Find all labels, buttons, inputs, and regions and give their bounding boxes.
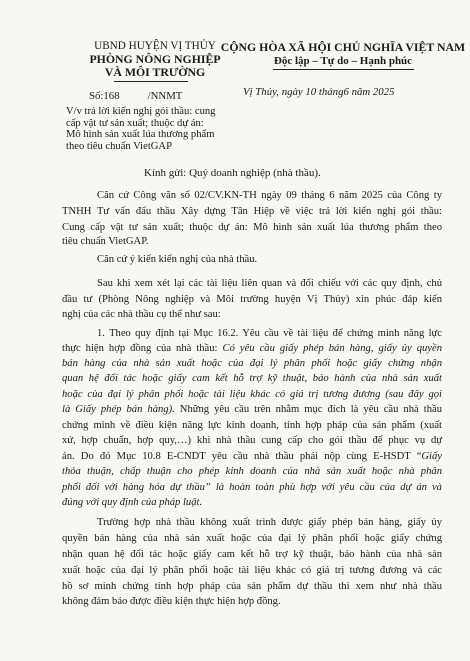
- para4-line: quan hệ đối tác hoặc giấy cam kết hỗ trợ kỹ thuật, bảo hành của nhà sản xuất: [62, 373, 442, 384]
- para5-line: không đảm bảo được điều kiện thực hiện hợp đồng.: [62, 596, 281, 607]
- para2: Căn cứ ý kiến kiến nghị của nhà thầu.: [97, 254, 258, 265]
- para4-line: thỏa thuận, chấp thuận cho phép kinh doanh của nhà sản xuất hoặc nhà phân: [62, 466, 442, 477]
- subject-line: cấp vật tư sản xuất; thuộc dự án:: [66, 117, 204, 129]
- para1-line: Căn cứ Công văn số 02/CV.KN-TH ngày 09 tháng 6 năm 2025 của Công ty: [97, 190, 442, 201]
- para4-text-italic: Có yêu cầu giấy phép bán hàng, giấy ủy quyền: [222, 343, 442, 354]
- para4-line: [62, 449, 442, 464]
- para5-line: xuất hoặc của đại lý phân phối hoặc tài liệu khác có giá trị tương đương và các: [62, 565, 442, 576]
- para5-line: nhận quan hệ đối tác hoặc giấy cam kết hỗ trợ kỹ thuật, bảo hành của nhà sản: [62, 549, 442, 560]
- agency-name: UBND HUYỆN VỊ THỦY: [94, 40, 216, 52]
- para4-line: [62, 341, 442, 356]
- subject-line: Mô hình sản xuất lúa thương phẩm: [66, 129, 215, 141]
- subject-block: [66, 106, 215, 152]
- para3-line: Sau khi xem xét lại các tài liệu liên quan và đối chiếu với các quy định, chủ: [97, 278, 442, 289]
- para4-line: hoặc của đại lý phân phối hoặc tài liệu khác có giá trị tương đương (sau đây gọi: [62, 389, 442, 400]
- para5-line: Trường hợp nhà thầu không xuất trình được giấy phép bán hàng, giấy ủy: [97, 517, 442, 528]
- header-right-underline: [273, 69, 414, 70]
- country-name: CỘNG HÒA XÃ HỘI CHỦ NGHĨA VIỆT NAM: [220, 40, 466, 54]
- para4-line: đúng với quy định của pháp luật.: [62, 497, 203, 508]
- para4-line: xứ, hợp chuẩn, hợp quy,…) khi nhà thầu cung cấp cho gói thầu để phục vụ dự: [62, 435, 442, 446]
- para1-line: Cung cấp vật tư sản xuất; thuộc dự án: Mô hình sản xuất lúa thương phẩm theo: [62, 222, 442, 233]
- subject-line: theo tiêu chuẩn VietGAP: [66, 140, 172, 152]
- document-date: Vị Thủy, ngày 10 tháng6 năm 2025: [243, 86, 395, 98]
- para4-text-normal: ” là hoàn toàn phù hợp với yêu cầu của dự án và: [204, 482, 442, 493]
- subject-line: V/v trả lời kiến nghị gói thầu: cung: [66, 106, 216, 117]
- greeting: Kính gửi: Quý doanh nghiệp (nhà thầu).: [144, 167, 321, 179]
- para4-text-normal: Những yêu cầu trên nhằm mục đích là yêu cầu nhà thầu: [174, 404, 442, 415]
- para3-line: đầu tư (Phòng Nông nghiệp và Môi trường huyện Vị Thủy) xin phúc đáp kiến: [62, 294, 442, 305]
- para4-text-italic: phối đối với hàng hóa dự thầu: [62, 482, 205, 493]
- national-motto: Độc lập – Tự do – Hạnh phúc: [273, 55, 413, 67]
- para4-text-normal: án. Do đó Mục 10.8 E-CNDT yêu cầu nhà thầu phải nộp cùng E-HSDT “: [62, 451, 422, 462]
- department-line-2: VÀ MÔI TRƯỜNG: [104, 65, 206, 79]
- document-number-prefix: Số:168: [89, 90, 120, 102]
- para3-line: nghị của các nhà thầu cụ thể như sau:: [62, 309, 221, 320]
- para1-line: TNHH Tư vấn đấu thầu Xây dựng Tân Hiệp về việc trả lời kiến nghị gói thầu:: [62, 206, 442, 217]
- para4-text-normal: thực hiện hợp đồng của nhà thầu:: [62, 343, 223, 354]
- para4-line: [62, 480, 442, 495]
- document-number: [89, 90, 182, 102]
- document-number-suffix: /NNMT: [147, 90, 183, 102]
- para4-line: chứng minh về điều kiện năng lực kinh doanh, tính hợp pháp của sản phẩm (xuất: [62, 420, 442, 431]
- para4-text-italic: là Giấy phép bán hàng).: [62, 404, 175, 415]
- para4-line: 1. Theo quy định tại Mục 16.2. Yêu cầu về tài liệu để chứng minh năng lực: [97, 328, 442, 339]
- department-line-1: PHÒNG NÔNG NGHIỆP: [89, 52, 221, 66]
- para5-line: quyền bán hàng của nhà sản xuất hoặc của đại lý phân phối hoặc giấy chứng: [62, 533, 442, 544]
- para1-line: tiêu chuẩn VietGAP.: [62, 236, 149, 247]
- para4-line: bán hàng của nhà sản xuất hoặc của đại lý phân phối hoặc giấy chứng nhận: [62, 358, 442, 369]
- header-left-underline: [114, 81, 188, 82]
- para5-line: hồ sơ minh chứng tính hợp pháp của sản phẩm dự thầu thì xem như nhà thầu: [62, 581, 442, 592]
- para4-line: [62, 402, 442, 417]
- para4-text-italic: Giấy: [421, 451, 442, 462]
